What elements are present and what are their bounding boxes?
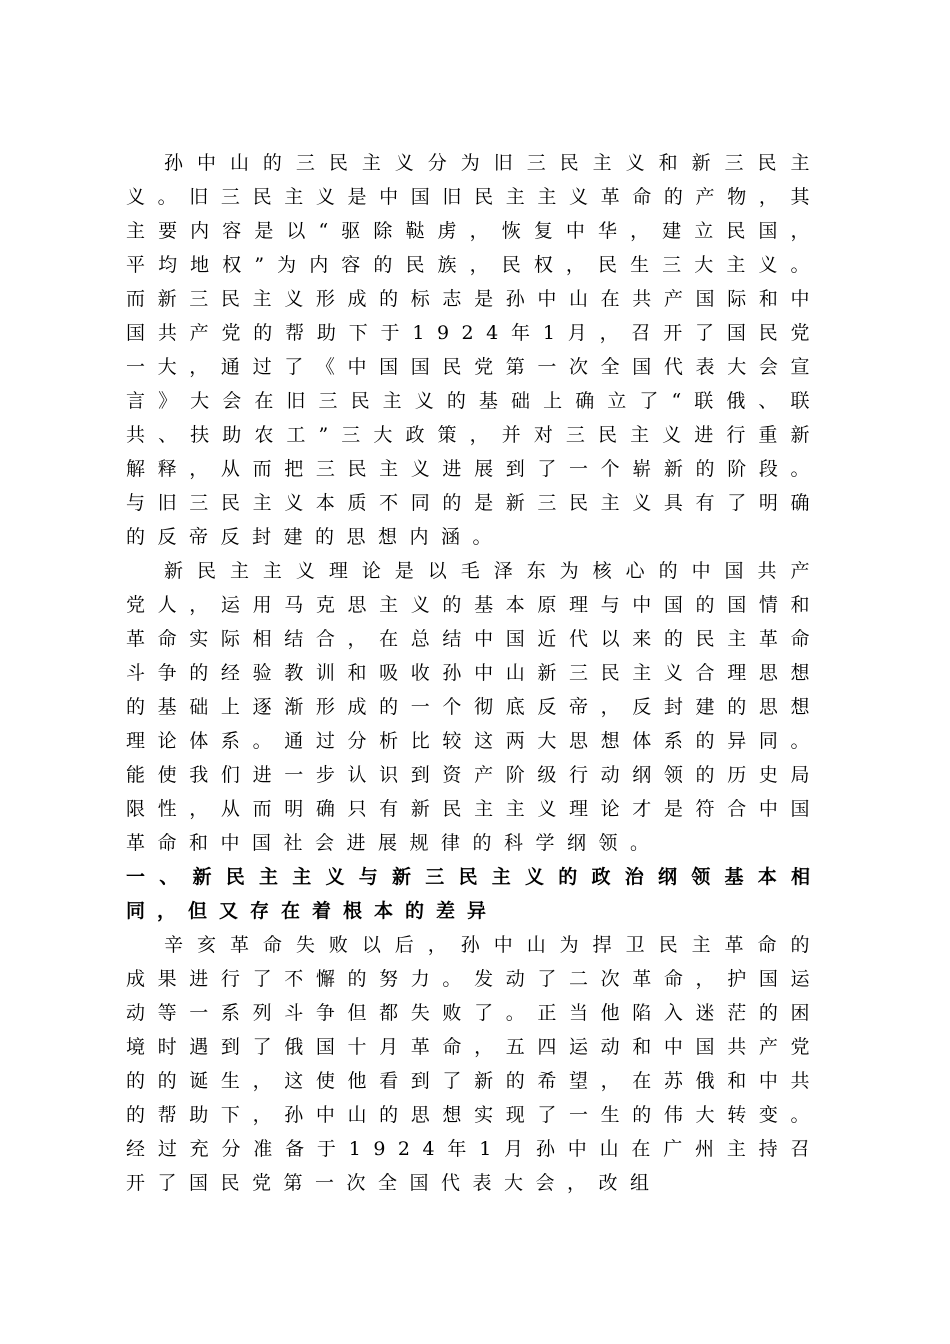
paragraph-old-new-three-principles: 孙中山的三民主义分为旧三民主义和新三民主义。旧三民主义是中国旧民主主义革命的产物，其主要内容是以“驱除鞑虏，恢复中华，建立民国，平均地权”为内容的民族，民权，民生三大主义。而新三民主义形成的标志是孙中山在共产国际和中国共产党的帮助下于1924年1月，召开了国民党一大，通过了《中国国民党第一次全国代表大会宣言》大会在旧三民主义的基础上确立了“联俄、联共、扶助农工”三大政策，并对三民主义进行重新解释，从而把三民主义进展到了一个崭新的阶段。与旧三民主义本质不同的是新三民主义具有了明确的反帝反封建的思想内涵。 xyxy=(126,152,822,548)
section-heading-1: 一、新民主主义与新三民主义的政治纲领基本相同，但又存在着根本的差异 xyxy=(126,866,822,922)
document-page xyxy=(126,146,822,1200)
paragraph-after-1911-revolution: 辛亥革命失败以后，孙中山为捍卫民主革命的成果进行了不懈的努力。发动了二次革命，护国运动等一系列斗争但都失败了。正当他陷入迷茫的困境时遇到了俄国十月革命，五四运动和中国共产党的的诞生，这使他看到了新的希望，在苏俄和中共的帮助下，孙中山的思想实现了一生的伟大转变。经过充分准备于1924年1月孙中山在广州主持召开了国民党第一次全国代表大会，改组 xyxy=(126,934,822,1194)
paragraph-new-democracy-theory: 新民主主义理论是以毛泽东为核心的中国共产党人，运用马克思主义的基本原理与中国的国情和革命实际相结合，在总结中国近代以来的民主革命斗争的经验教训和吸收孙中山新三民主义合理思想的基础上逐渐形成的一个彻底反帝，反封建的思想理论体系。通过分析比较这两大思想体系的异同。能使我们进一步认识到资产阶级行动纲领的历史局限性，从而明确只有新民主主义理论才是符合中国革命和中国社会进展规律的科学纲领。 xyxy=(126,560,822,854)
